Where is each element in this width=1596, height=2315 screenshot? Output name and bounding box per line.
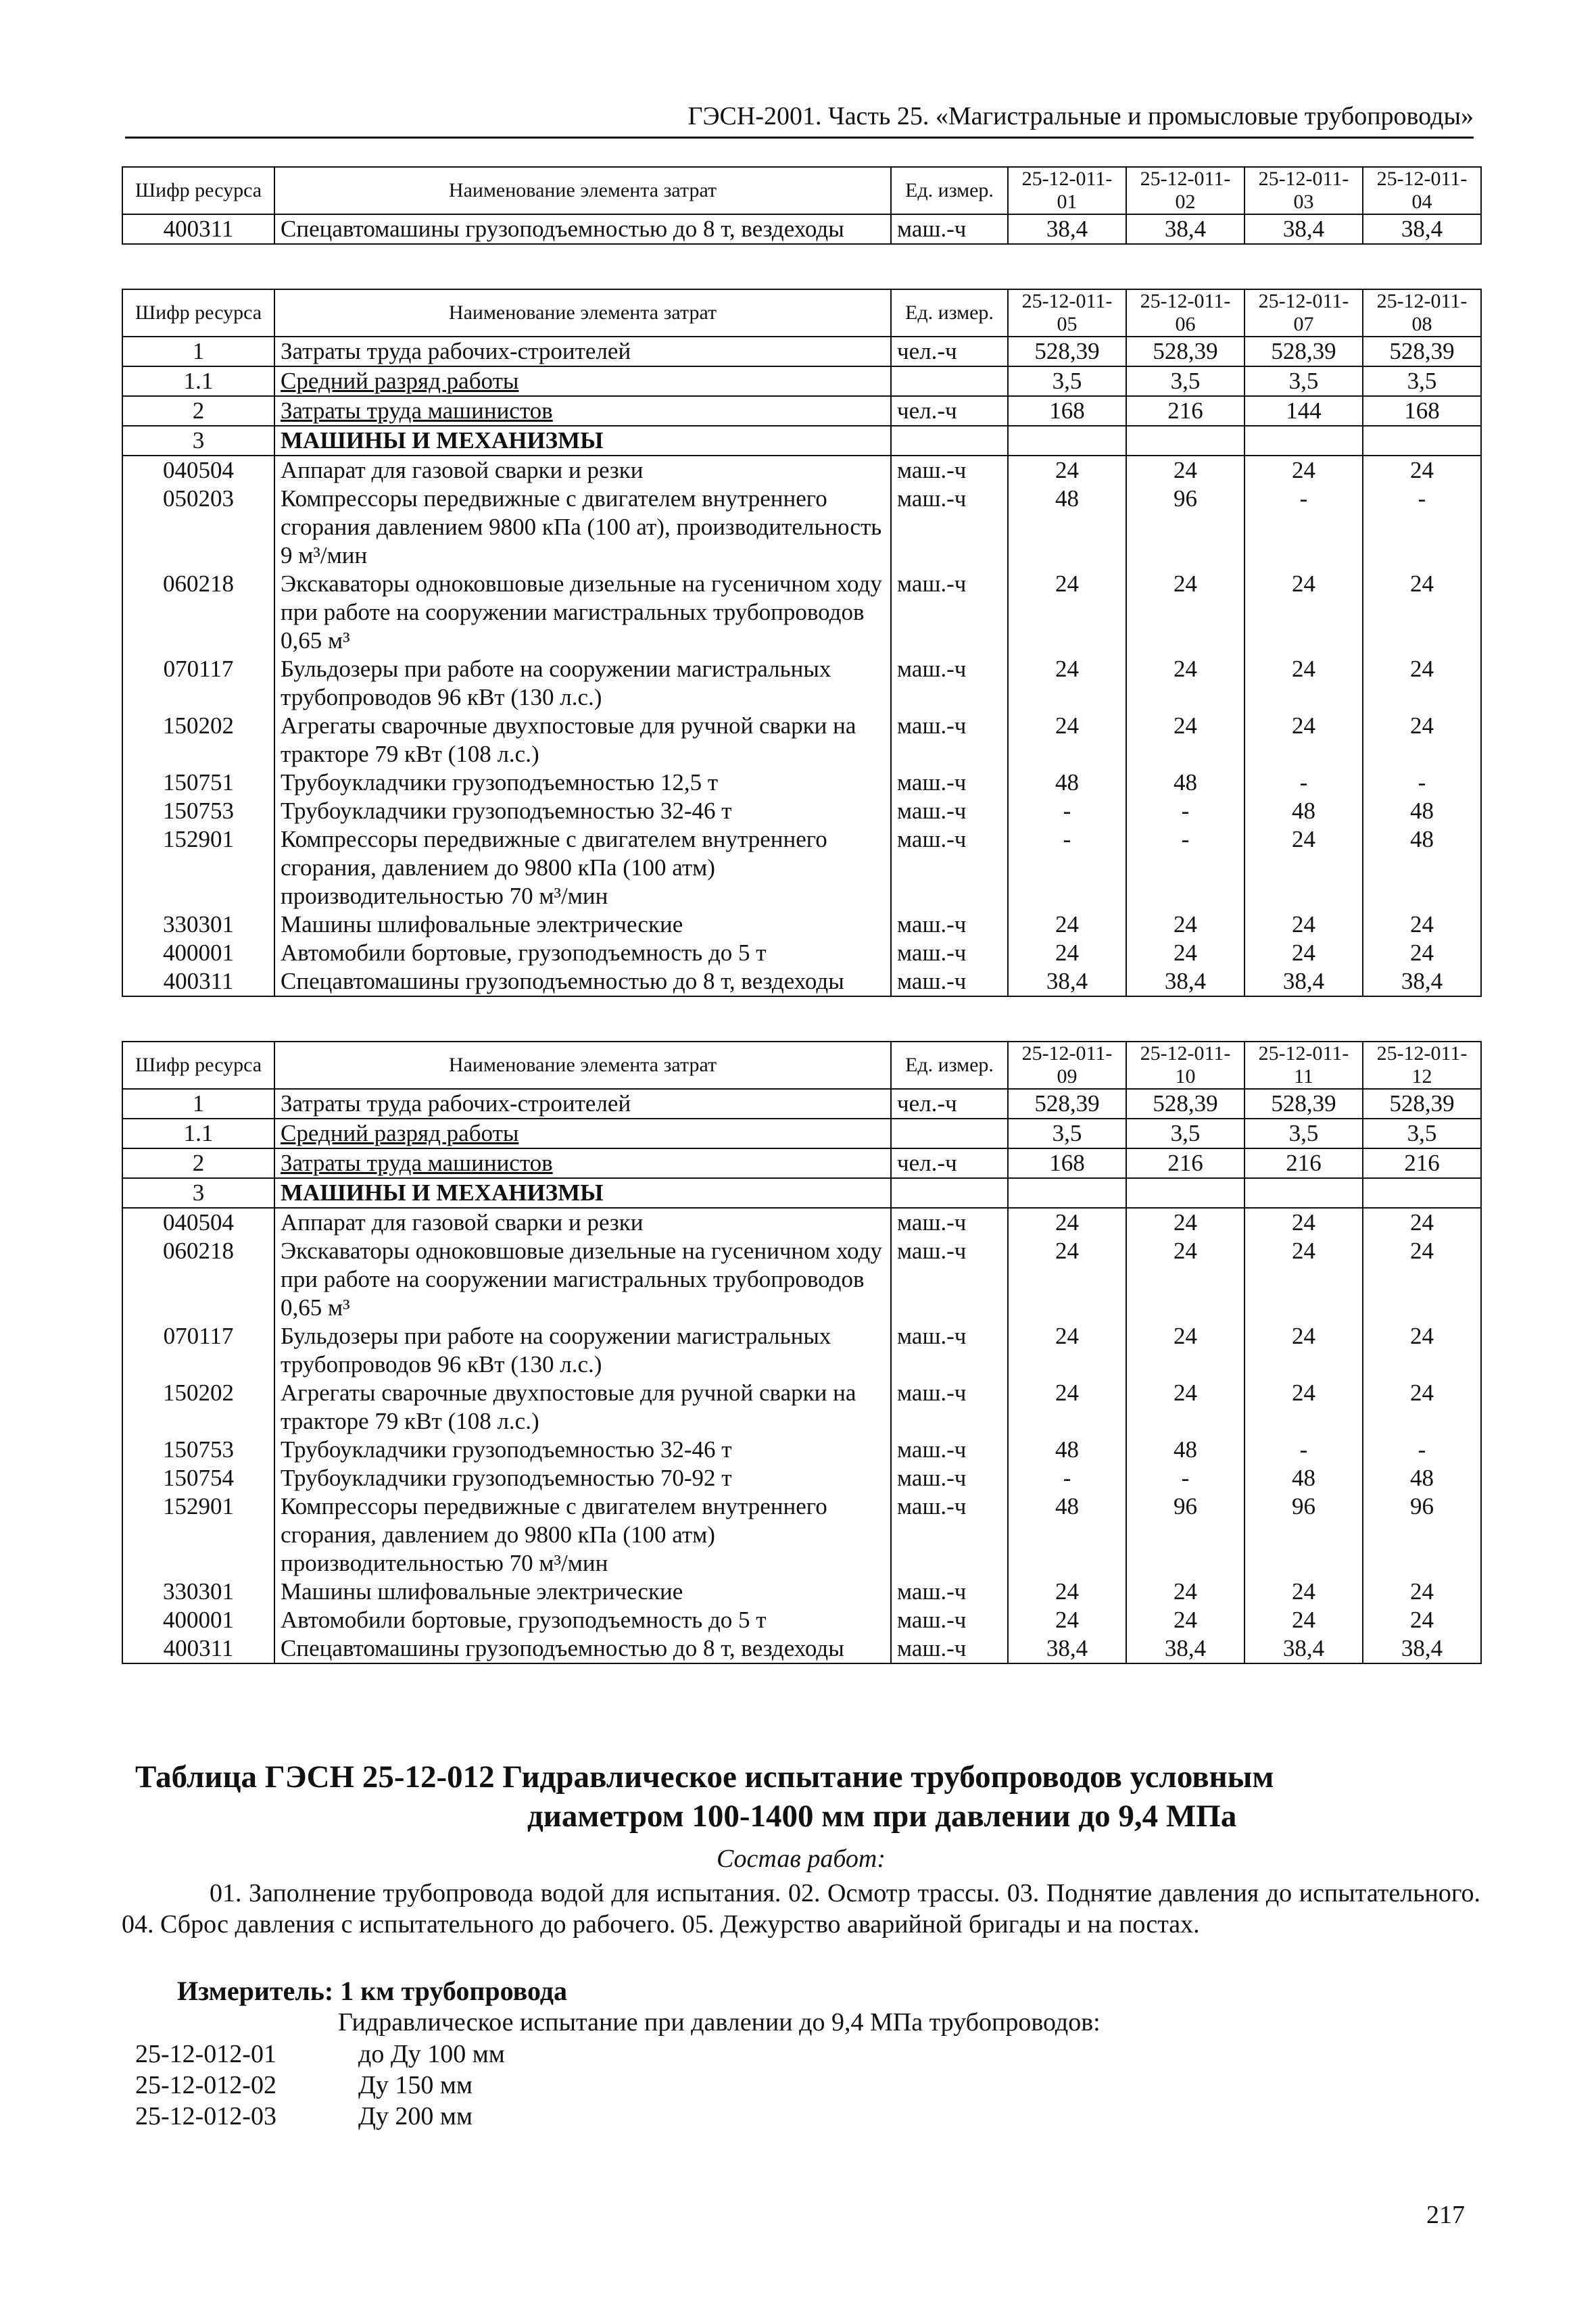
resource-code: 150202 [122,712,274,769]
norm-value: 48 [1126,1436,1244,1464]
norm-value: 24 [1126,1208,1244,1237]
resource-code: 050203 [122,485,274,570]
resource-name: Агрегаты сварочные двухпостовые для ручной сварки на тракторе 79 кВт (108 л.с.) [274,1379,891,1436]
col-header-norm: 25-12-011-11 [1244,1042,1363,1089]
norm-value: 168 [1008,396,1126,426]
resource-code: 400311 [122,1634,274,1663]
norm-value: - [1008,825,1126,910]
norm-value: 3,5 [1363,1119,1481,1148]
unit: маш.-ч [891,456,1008,485]
resource-name: Экскаваторы одноковшовые дизельные на гусеничном ходу при работе на сооружении магистральных трубопроводов 0,65 м³ [274,570,891,655]
resource-code: 1 [122,1089,274,1119]
resource-code: 152901 [122,1492,274,1578]
norm-value: 24 [1126,1322,1244,1379]
table-row [122,967,1481,996]
resource-code: 400311 [122,967,274,996]
norm-value: - [1126,797,1244,825]
norm-value: 38,4 [1244,1634,1363,1663]
norm-value: 38,4 [1244,214,1363,244]
unit: маш.-ч [891,1606,1008,1634]
norm-value: 24 [1008,1237,1126,1322]
resource-name: Спецавтомашины грузоподъемностью до 8 т, вездеходы [274,1634,891,1663]
col-header-code: Шифр ресурса [122,167,274,214]
col-header-unit: Ед. измер. [891,289,1008,337]
norm-value: 3,5 [1244,366,1363,396]
norm-value: 24 [1126,1379,1244,1436]
norm-value: 24 [1363,655,1481,712]
unit: маш.-ч [891,1208,1008,1237]
norm-value: 24 [1244,1208,1363,1237]
table-row [122,712,1481,769]
norm-value: 216 [1244,1148,1363,1178]
table-row [122,366,1481,396]
norm-value: 24 [1244,712,1363,769]
unit [891,426,1008,456]
norm-value: 24 [1008,655,1126,712]
unit: чел.-ч [891,337,1008,366]
col-header-norm: 25-12-011-08 [1363,289,1481,337]
norm-code: 25-12-012-03 [135,2102,276,2130]
resource-name: МАШИНЫ И МЕХАНИЗМЫ [274,1178,891,1208]
col-header-name: Наименование элемента затрат [274,1042,891,1089]
norm-text: Ду 150 мм [358,2071,473,2099]
unit: маш.-ч [891,1237,1008,1322]
norm-value: 24 [1126,939,1244,967]
norm-value [1363,1178,1481,1208]
unit: маш.-ч [891,1492,1008,1578]
resource-name: МАШИНЫ И МЕХАНИЗМЫ [274,426,891,456]
norm-value: 528,39 [1126,337,1244,366]
norm-value: - [1363,769,1481,797]
norm-value: 528,39 [1244,1089,1363,1119]
norm-value: 38,4 [1008,1634,1126,1663]
col-header-norm: 25-12-011-10 [1126,1042,1244,1089]
resource-name: Бульдозеры при работе на сооружении магистральных трубопроводов 96 кВт (130 л.с.) [274,655,891,712]
resource-code: 150754 [122,1464,274,1492]
norm-list-item [135,2039,505,2070]
resource-code: 150753 [122,797,274,825]
resource-name: Компрессоры передвижные с двигателем внутреннего сгорания, давлением до 9800 кПа (100 атм) производительностью 70 м³/мин [274,825,891,910]
norm-value: 24 [1363,1322,1481,1379]
table-title-line-1: Таблица ГЭСН 25-12-012 Гидравлическое испытание трубопроводов условным [135,1759,1274,1795]
resource-code: 400001 [122,1606,274,1634]
unit: маш.-ч [891,825,1008,910]
norm-value: 528,39 [1008,1089,1126,1119]
resource-code: 330301 [122,1578,274,1606]
norm-value: 24 [1363,570,1481,655]
resource-name: Затраты труда рабочих-строителей [274,1089,891,1119]
unit: маш.-ч [891,1634,1008,1663]
unit: маш.-ч [891,570,1008,655]
resource-code: 060218 [122,570,274,655]
resource-name: Трубоукладчики грузоподъемностью 32-46 т [274,797,891,825]
norm-value: 216 [1363,1148,1481,1178]
table-row [122,1492,1481,1578]
norm-value: 168 [1008,1148,1126,1178]
resource-name: Средний разряд работы [274,1119,891,1148]
resource-code: 070117 [122,655,274,712]
resource-name: Автомобили бортовые, грузоподъемность до 5 т [274,1606,891,1634]
norm-list-item [135,2101,505,2132]
table-row [122,1606,1481,1634]
table-row [122,1148,1481,1178]
resource-name: Аппарат для газовой сварки и резки [274,456,891,485]
resource-table-3 [122,1041,1482,1664]
col-header-norm: 25-12-011-09 [1008,1042,1126,1089]
norm-value [1126,426,1244,456]
norm-value: - [1126,825,1244,910]
norm-value: - [1244,485,1363,570]
norm-value: 38,4 [1244,967,1363,996]
norm-value: 528,39 [1363,337,1481,366]
norm-value: 24 [1363,456,1481,485]
running-header: ГЭСН-2001. Часть 25. «Магистральные и промысловые трубопроводы» [125,101,1474,139]
norm-value: 528,39 [1363,1089,1481,1119]
norm-value: 24 [1244,1379,1363,1436]
norm-value: 3,5 [1363,366,1481,396]
resource-table-2 [122,289,1482,997]
table-row [122,910,1481,939]
resource-code: 400001 [122,939,274,967]
unit: маш.-ч [891,1578,1008,1606]
unit: чел.-ч [891,1089,1008,1119]
table-title-line-2: диаметром 100-1400 мм при давлении до 9,4 МПа [527,1799,1237,1834]
norm-value: 3,5 [1008,1119,1126,1148]
norm-value: 24 [1126,456,1244,485]
table-row [122,769,1481,797]
norm-value: - [1363,1436,1481,1464]
norm-value [1126,1178,1244,1208]
norm-value [1244,1178,1363,1208]
norm-value: 38,4 [1008,967,1126,996]
unit [891,1178,1008,1208]
resource-name: Спецавтомашины грузоподъемностью до 8 т, вездеходы [274,214,891,244]
norm-value [1363,426,1481,456]
table-row [122,337,1481,366]
resource-code: 400311 [122,214,274,244]
norm-value: 48 [1008,1436,1126,1464]
norm-value: - [1008,1464,1126,1492]
norm-value [1008,1178,1126,1208]
norm-value: 216 [1126,1148,1244,1178]
norm-value: 24 [1244,910,1363,939]
resource-name: Затраты труда машинистов [274,396,891,426]
norm-value: 38,4 [1126,214,1244,244]
norm-value: 48 [1244,1464,1363,1492]
resource-name: Агрегаты сварочные двухпостовые для ручной сварки на тракторе 79 кВт (108 л.с.) [274,712,891,769]
unit: маш.-ч [891,910,1008,939]
table-row [122,1178,1481,1208]
norm-value [1008,426,1126,456]
col-header-norm: 25-12-011-03 [1244,167,1363,214]
resource-code: 330301 [122,910,274,939]
col-header-code: Шифр ресурса [122,1042,274,1089]
norm-value: - [1363,485,1481,570]
norm-value: 24 [1244,825,1363,910]
norm-value: 96 [1244,1492,1363,1578]
norm-text: Ду 200 мм [358,2102,473,2130]
norm-value: 24 [1244,1322,1363,1379]
resource-name: Экскаваторы одноковшовые дизельные на гусеничном ходу при работе на сооружении магистральных трубопроводов 0,65 м³ [274,1237,891,1322]
resource-code: 3 [122,1178,274,1208]
resource-code: 150202 [122,1379,274,1436]
norm-value: 24 [1008,1606,1126,1634]
col-header-norm: 25-12-011-12 [1363,1042,1481,1089]
table-row [122,1578,1481,1606]
norm-value: 24 [1244,939,1363,967]
table-row [122,1464,1481,1492]
norm-list [135,2039,505,2132]
resource-name: Компрессоры передвижные с двигателем внутреннего сгорания давлением 9800 кПа (100 ат), производительность 9 м³/мин [274,485,891,570]
norm-value: 48 [1244,797,1363,825]
norm-value: 48 [1126,769,1244,797]
norm-value: 48 [1363,825,1481,910]
resource-code: 070117 [122,1322,274,1379]
resource-name: Машины шлифовальные электрические [274,910,891,939]
table-row [122,456,1481,485]
norm-text: до Ду 100 мм [358,2040,505,2068]
norm-value: 24 [1363,1606,1481,1634]
norm-list-item [135,2070,505,2101]
resource-code: 1 [122,337,274,366]
norm-value: 24 [1008,939,1126,967]
norm-code: 25-12-012-01 [135,2040,276,2068]
resource-code: 040504 [122,1208,274,1237]
norm-value: 48 [1008,769,1126,797]
unit: маш.-ч [891,1464,1008,1492]
resource-name: Средний разряд работы [274,366,891,396]
norm-value: 24 [1363,1208,1481,1237]
col-header-norm: 25-12-011-07 [1244,289,1363,337]
measurement-unit: Измеритель: 1 км трубопровода [177,1976,568,2006]
norm-value: 24 [1244,655,1363,712]
norm-value: 528,39 [1008,337,1126,366]
resource-name: Трубоукладчики грузоподъемностью 12,5 т [274,769,891,797]
norm-value: 24 [1363,1578,1481,1606]
unit: маш.-ч [891,1436,1008,1464]
table-row [122,570,1481,655]
norm-code: 25-12-012-02 [135,2071,276,2099]
norm-value: 48 [1363,1464,1481,1492]
norm-value: 96 [1126,485,1244,570]
norm-value: 216 [1126,396,1244,426]
resource-code: 040504 [122,456,274,485]
page-number: 217 [1426,2201,1465,2229]
col-header-norm: 25-12-011-01 [1008,167,1126,214]
norm-value: 528,39 [1244,337,1363,366]
norm-value: 24 [1126,570,1244,655]
unit: маш.-ч [891,939,1008,967]
norm-value: 144 [1244,396,1363,426]
resource-code: 150753 [122,1436,274,1464]
resource-table-1 [122,166,1482,245]
norm-value: 24 [1126,1606,1244,1634]
norm-value: 48 [1008,485,1126,570]
table-row [122,396,1481,426]
resource-code: 1.1 [122,1119,274,1148]
norm-value: 48 [1363,797,1481,825]
table-row [122,1119,1481,1148]
norm-value: 24 [1008,570,1126,655]
resource-name: Бульдозеры при работе на сооружении магистральных трубопроводов 96 кВт (130 л.с.) [274,1322,891,1379]
norm-value: 38,4 [1363,1634,1481,1663]
col-header-name: Наименование элемента затрат [274,167,891,214]
table-row [122,1634,1481,1663]
norm-value: 24 [1244,570,1363,655]
resource-name: Затраты труда машинистов [274,1148,891,1178]
norm-value: 3,5 [1008,366,1126,396]
work-composition-text: 01. Заполнение трубопровода водой для испытания. 02. Осмотр трассы. 03. Поднятие давления до испытательного. 04. Сброс давления с испытательного до рабочего. 05. Дежурство аварийной бригады и на постах. [122,1879,1480,1939]
table-row [122,214,1481,244]
table-row [122,1237,1481,1322]
resource-name: Машины шлифовальные электрические [274,1578,891,1606]
norm-value: 96 [1126,1492,1244,1578]
unit: чел.-ч [891,1148,1008,1178]
unit: маш.-ч [891,712,1008,769]
norm-value: 24 [1126,655,1244,712]
resource-code: 2 [122,396,274,426]
norm-value: 24 [1363,1379,1481,1436]
norm-value: - [1244,769,1363,797]
norm-value: 24 [1126,712,1244,769]
resource-code: 152901 [122,825,274,910]
resource-name: Трубоукладчики грузоподъемностью 70-92 т [274,1464,891,1492]
unit [891,366,1008,396]
unit: маш.-ч [891,214,1008,244]
table-row [122,655,1481,712]
norm-value: 96 [1363,1492,1481,1578]
resource-name: Спецавтомашины грузоподъемностью до 8 т, вездеходы [274,967,891,996]
norm-value: 38,4 [1008,214,1126,244]
unit: маш.-ч [891,797,1008,825]
table-row [122,1322,1481,1379]
norm-value: - [1126,1464,1244,1492]
col-header-unit: Ед. измер. [891,167,1008,214]
norm-value: 48 [1008,1492,1126,1578]
resource-name: Затраты труда рабочих-строителей [274,337,891,366]
table-row [122,825,1481,910]
col-header-name: Наименование элемента затрат [274,289,891,337]
table-row [122,1208,1481,1237]
table-title [122,1757,1480,1836]
norm-value: 24 [1363,1237,1481,1322]
norm-value [1244,426,1363,456]
norm-value: 24 [1126,1578,1244,1606]
norm-value: 24 [1008,1379,1126,1436]
unit: чел.-ч [891,396,1008,426]
resource-code: 060218 [122,1237,274,1322]
norm-value: 24 [1244,1578,1363,1606]
resource-name: Компрессоры передвижные с двигателем внутреннего сгорания, давлением до 9800 кПа (100 атм) производительностью 70 м³/мин [274,1492,891,1578]
table-row [122,939,1481,967]
norm-value: 24 [1244,1606,1363,1634]
norm-value: 38,4 [1363,967,1481,996]
norm-value: 24 [1126,910,1244,939]
unit: маш.-ч [891,655,1008,712]
norm-value: 24 [1008,1322,1126,1379]
norm-value: 24 [1244,1237,1363,1322]
work-composition-heading: Состав работ: [716,1845,886,1873]
resource-code: 1.1 [122,366,274,396]
norm-value: 24 [1008,456,1126,485]
norm-value: 24 [1126,1237,1244,1322]
table-row [122,1089,1481,1119]
col-header-unit: Ед. измер. [891,1042,1008,1089]
unit: маш.-ч [891,769,1008,797]
norm-value: 528,39 [1126,1089,1244,1119]
resource-code: 3 [122,426,274,456]
table-row [122,426,1481,456]
norm-value: - [1244,1436,1363,1464]
resource-code: 150751 [122,769,274,797]
col-header-norm: 25-12-011-04 [1363,167,1481,214]
norm-value: 38,4 [1126,967,1244,996]
table-row [122,1379,1481,1436]
resource-name: Автомобили бортовые, грузоподъемность до 5 т [274,939,891,967]
resource-name: Трубоукладчики грузоподъемностью 32-46 т [274,1436,891,1464]
norm-value: 38,4 [1363,214,1481,244]
resource-code: 2 [122,1148,274,1178]
col-header-norm: 25-12-011-05 [1008,289,1126,337]
norm-value: 3,5 [1126,1119,1244,1148]
unit: маш.-ч [891,967,1008,996]
table-row [122,485,1481,570]
norm-value: 24 [1008,910,1126,939]
norm-value: 3,5 [1126,366,1244,396]
norm-value: 24 [1008,1578,1126,1606]
norm-value: 24 [1363,910,1481,939]
norm-value: 24 [1363,712,1481,769]
unit: маш.-ч [891,1379,1008,1436]
norm-value: 168 [1363,396,1481,426]
norm-value: 3,5 [1244,1119,1363,1148]
resource-name: Аппарат для газовой сварки и резки [274,1208,891,1237]
norm-value: 24 [1363,939,1481,967]
unit: маш.-ч [891,1322,1008,1379]
col-header-norm: 25-12-011-02 [1126,167,1244,214]
norm-value: 24 [1008,712,1126,769]
table-row [122,1436,1481,1464]
norm-value: 24 [1244,456,1363,485]
unit: маш.-ч [891,485,1008,570]
table-row [122,797,1481,825]
col-header-code: Шифр ресурса [122,289,274,337]
hydraulic-test-caption: Гидравлическое испытание при давлении до 9,4 МПа трубопроводов: [338,2008,1101,2037]
norm-value: 24 [1008,1208,1126,1237]
col-header-norm: 25-12-011-06 [1126,289,1244,337]
unit [891,1119,1008,1148]
norm-value: - [1008,797,1126,825]
norm-value: 38,4 [1126,1634,1244,1663]
